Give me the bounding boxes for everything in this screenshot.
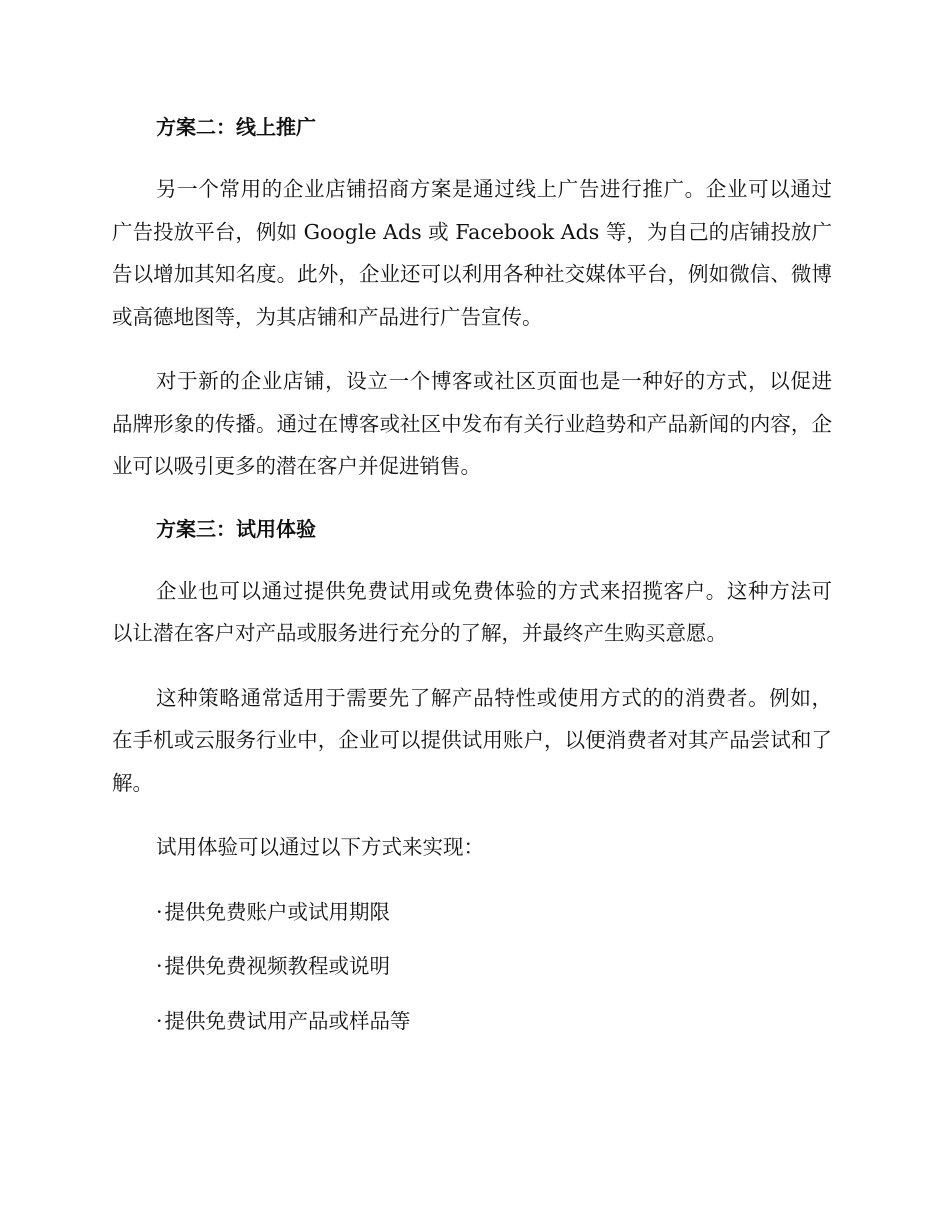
list-item — [156, 891, 832, 934]
bullet-list — [112, 891, 832, 1043]
list-item — [156, 1000, 832, 1043]
section-heading: 方案三：试用体验 — [156, 516, 316, 541]
paragraph: 这种策略通常适用于需要先了解产品特性或使用方式的的消费者。例如，在手机或云服务行业中，企业可以提供试用账户，以便消费者对其产品尝试和了解。 — [112, 685, 832, 795]
section-online-promotion — [112, 108, 832, 488]
paragraph: 另一个常用的企业店铺招商方案是通过线上广告进行推广。企业可以通过广告投放平台，例如 Google Ads 或 Facebook Ads 等，为自己的店铺投放广告以增加其知名度。此外，企业还可以利用各种社交媒体平台，例如微信、微博或高德地图等，为其店铺和产品进行广告宣传。 — [112, 177, 832, 329]
paragraph: 试用体验可以通过以下方式来实现： — [156, 835, 484, 859]
list-item — [156, 945, 832, 988]
document-page — [112, 108, 832, 1054]
section-trial-experience — [112, 510, 832, 1043]
list-item-text: 提供免费账户或试用期限 — [164, 899, 391, 924]
bullet-dot-icon: · — [156, 954, 163, 978]
paragraph: 企业也可以通过提供免费试用或免费体验的方式来招揽客户。这种方法可以让潜在客户对产品或服务进行充分的了解，并最终产生购买意愿。 — [112, 578, 832, 645]
bullet-dot-icon: · — [156, 899, 163, 924]
list-item-text: 提供免费视频教程或说明 — [164, 954, 391, 978]
section-heading: 方案二：线上推广 — [156, 115, 316, 139]
bullet-dot-icon: · — [156, 1008, 163, 1033]
list-item-text: 提供免费试用产品或样品等 — [164, 1008, 411, 1033]
paragraph: 对于新的企业店铺，设立一个博客或社区页面也是一种好的方式，以促进品牌形象的传播。通过在博客或社区中发布有关行业趋势和产品新闻的内容，企业可以吸引更多的潜在客户并促进销售。 — [112, 369, 832, 478]
